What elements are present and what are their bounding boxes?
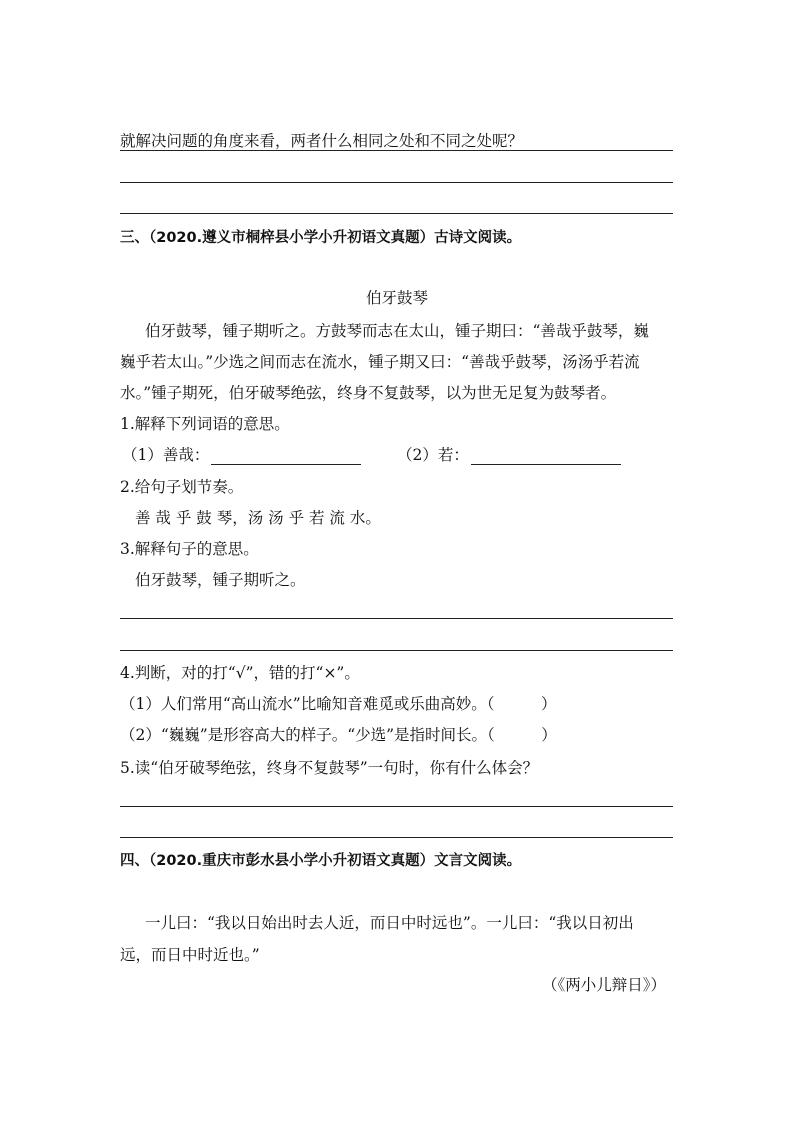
item-label: （1）善哉： — [122, 446, 210, 464]
section-3-heading: 三、（2020.遵义市桐梓县小学小升初语文真题）古诗文阅读。 — [120, 230, 522, 246]
answer-line[interactable] — [120, 182, 673, 183]
answer-blank[interactable] — [471, 448, 621, 465]
question-5-prompt: 5.读“伯牙破琴绝弦，终身不复鼓琴”一句时，你有什么体会？ — [120, 759, 539, 777]
item-label: （2）若： — [397, 446, 469, 464]
answer-blank[interactable] — [211, 448, 361, 465]
section-4-heading: 四、（2020.重庆市彭水县小学小升初语文真题）文言文阅读。 — [120, 853, 522, 869]
answer-line[interactable] — [120, 618, 673, 619]
question-2-prompt: 2.给句子划节奏。 — [120, 478, 244, 496]
passage-line: 伯牙鼓琴，锺子期听之。方鼓琴而志在太山，锺子期曰：“善哉乎鼓琴，巍 — [145, 322, 649, 340]
passage-line: 水。”锺子期死，伯牙破琴绝弦，终身不复鼓琴，以为世无足复为鼓琴者。 — [120, 384, 617, 402]
answer-line[interactable] — [120, 806, 673, 807]
passage-source: （《两小儿辩日》） — [541, 976, 666, 994]
poem-title: 伯牙鼓琴 — [365, 289, 428, 307]
question-4-prompt: 4.判断，对的打“√”，错的打“×”。 — [120, 664, 360, 682]
question-4-item-1: （1）人们常用“高山流水”比喻知音难觅或乐曲高妙。（ ） — [120, 695, 557, 713]
passage-line: 巍乎若太山。”少选之间而志在流水，锺子期又曰：“善哉乎鼓琴，汤汤乎若流 — [120, 353, 640, 371]
question-1-prompt: 1.解释下列词语的意思。 — [120, 415, 290, 433]
answer-line[interactable] — [120, 650, 673, 651]
question-3-prompt: 3.解释句子的意思。 — [120, 540, 259, 558]
question-3-sentence: 伯牙鼓琴，锺子期听之。 — [135, 571, 306, 589]
intro-question: 就解决问题的角度来看，两者什么相同之处和不同之处呢？ — [120, 132, 524, 150]
passage-line: 一儿曰：“我以日始出时去人近，而日中时远也”。一儿曰：“我以日初出 — [145, 914, 634, 932]
answer-line[interactable] — [120, 150, 673, 151]
question-1-item-2 — [397, 445, 621, 465]
passage-line: 远，而日中时近也。” — [120, 946, 260, 964]
question-1-item-1 — [122, 445, 361, 465]
question-4-item-2: （2）“巍巍”是形容高大的样子。“少选”是指时间长。（ ） — [120, 726, 557, 744]
question-2-sentence: 善 哉 乎 鼓 琴，汤 汤 乎 若 流 水。 — [135, 509, 381, 527]
answer-line[interactable] — [120, 837, 673, 838]
answer-line[interactable] — [120, 213, 673, 214]
